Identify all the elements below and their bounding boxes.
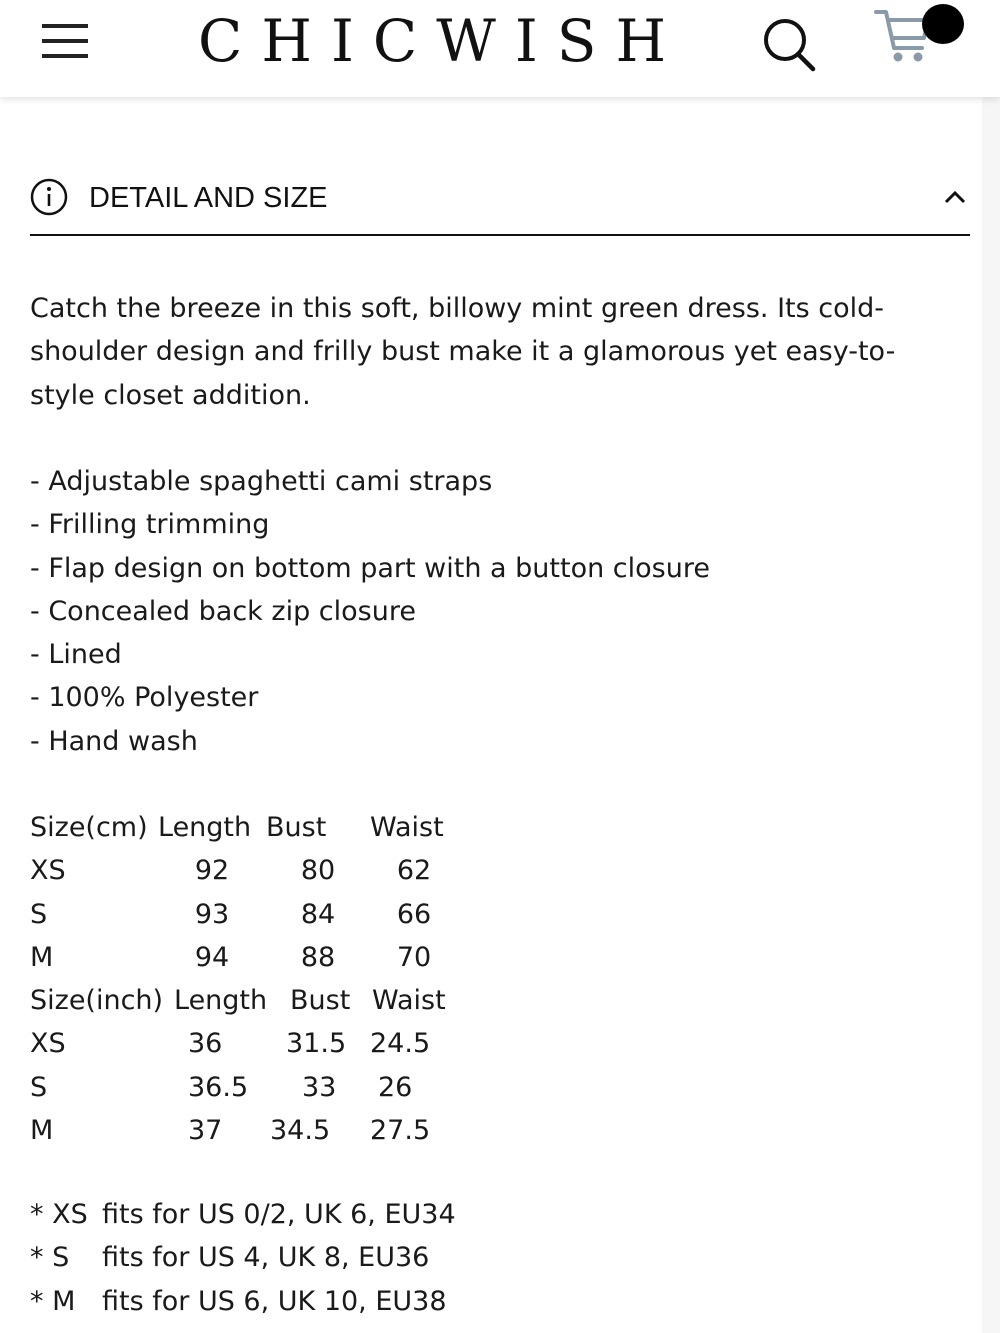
table-cell: 70 xyxy=(396,941,432,973)
table-cell: 66 xyxy=(396,898,432,930)
table-cell: 26 xyxy=(378,1071,413,1103)
product-description xyxy=(30,287,895,417)
fit-note xyxy=(30,1193,456,1236)
fit-note xyxy=(30,1236,456,1279)
inch-header-container xyxy=(30,979,458,1022)
section-title: DETAIL AND SIZE xyxy=(89,182,328,214)
fit-note-text: fits for US 4, UK 8, EU36 xyxy=(102,1242,430,1274)
table-header-row xyxy=(30,979,458,1022)
cart-badge xyxy=(922,4,964,44)
table-cell: 36 xyxy=(188,1028,223,1060)
table-row xyxy=(30,936,458,979)
menu-bar xyxy=(42,24,88,28)
search-icon[interactable] xyxy=(758,14,822,74)
table-cell: 34.5 xyxy=(270,1115,331,1147)
fit-note-text: fits for US 0/2, UK 6, EU34 xyxy=(102,1199,456,1230)
table-row xyxy=(30,1066,458,1109)
description-line: Catch the breeze in this soft, billowy mint green dress. Its cold- xyxy=(30,293,885,324)
table-header-cell: Waist xyxy=(370,812,444,843)
fit-notes xyxy=(30,1193,456,1323)
feature-item: - Concealed back zip closure xyxy=(30,595,416,627)
fit-note-size: * XS xyxy=(30,1199,88,1230)
feature-list xyxy=(30,460,710,763)
table-cell: 93 xyxy=(194,898,230,930)
table-header-cell: Bust xyxy=(266,812,327,843)
feature-item: - Adjustable spaghetti cami straps xyxy=(30,466,493,497)
page-edge xyxy=(982,97,1000,1333)
feature-item: - Hand wash xyxy=(30,725,198,757)
feature-item: - Lined xyxy=(30,639,122,671)
table-header-cell: Size(cm) xyxy=(30,812,148,843)
table-cell: XS xyxy=(30,855,66,887)
table-header-cell: Length xyxy=(174,985,268,1017)
fit-note-size: * M xyxy=(30,1285,76,1317)
table-cell: S xyxy=(30,898,48,930)
table-cell: 37 xyxy=(188,1115,223,1147)
shopping-cart-icon[interactable] xyxy=(872,4,972,68)
table-header-row xyxy=(30,806,458,849)
site-logo[interactable]: CHICWISH xyxy=(198,7,686,75)
size-chart xyxy=(30,806,458,1152)
table-header-cell: Size(inch) xyxy=(30,985,164,1017)
table-cell: 24.5 xyxy=(370,1028,431,1060)
table-cell: 36.5 xyxy=(188,1071,249,1103)
feature-item: - Flap design on bottom part with a button closure xyxy=(30,552,710,584)
table-cell: 84 xyxy=(300,898,336,930)
table-cell: 94 xyxy=(194,941,230,973)
table-row xyxy=(30,893,458,936)
detail-and-size-header[interactable] xyxy=(30,168,970,236)
table-cell: M xyxy=(30,941,54,973)
fit-note-size: * S xyxy=(30,1242,70,1274)
table-cell: 92 xyxy=(194,855,230,887)
table-cell: 33 xyxy=(302,1071,337,1103)
menu-bar xyxy=(42,54,88,58)
site-header xyxy=(0,0,1000,97)
table-cell: 88 xyxy=(300,941,336,973)
description-line: style closet addition. xyxy=(30,379,311,411)
fit-note xyxy=(30,1280,456,1323)
table-row xyxy=(30,1022,458,1065)
table-cell: 62 xyxy=(396,855,432,887)
table-cell: S xyxy=(30,1071,48,1103)
table-header-cell: Length xyxy=(158,812,252,843)
table-header-cell: Waist xyxy=(372,985,446,1017)
chevron-up-icon[interactable] xyxy=(942,184,968,210)
feature-item: - 100% Polyester xyxy=(30,682,259,714)
feature-item: - Frilling trimming xyxy=(30,509,270,541)
table-row xyxy=(30,849,458,892)
table-header-cell: Bust xyxy=(290,985,351,1017)
table-cell: 80 xyxy=(300,855,336,887)
menu-bar xyxy=(42,39,88,43)
table-cell: 27.5 xyxy=(370,1115,431,1147)
table-row xyxy=(30,1109,458,1152)
hamburger-menu-icon[interactable] xyxy=(40,20,90,64)
table-cell: M xyxy=(30,1115,54,1147)
description-line: shoulder design and frilly bust make it a glamorous yet easy-to- xyxy=(30,336,896,368)
table-cell: XS xyxy=(30,1028,66,1060)
info-icon xyxy=(30,178,68,216)
table-cell: 31.5 xyxy=(286,1028,347,1060)
fit-note-text: fits for US 6, UK 10, EU38 xyxy=(102,1285,447,1317)
